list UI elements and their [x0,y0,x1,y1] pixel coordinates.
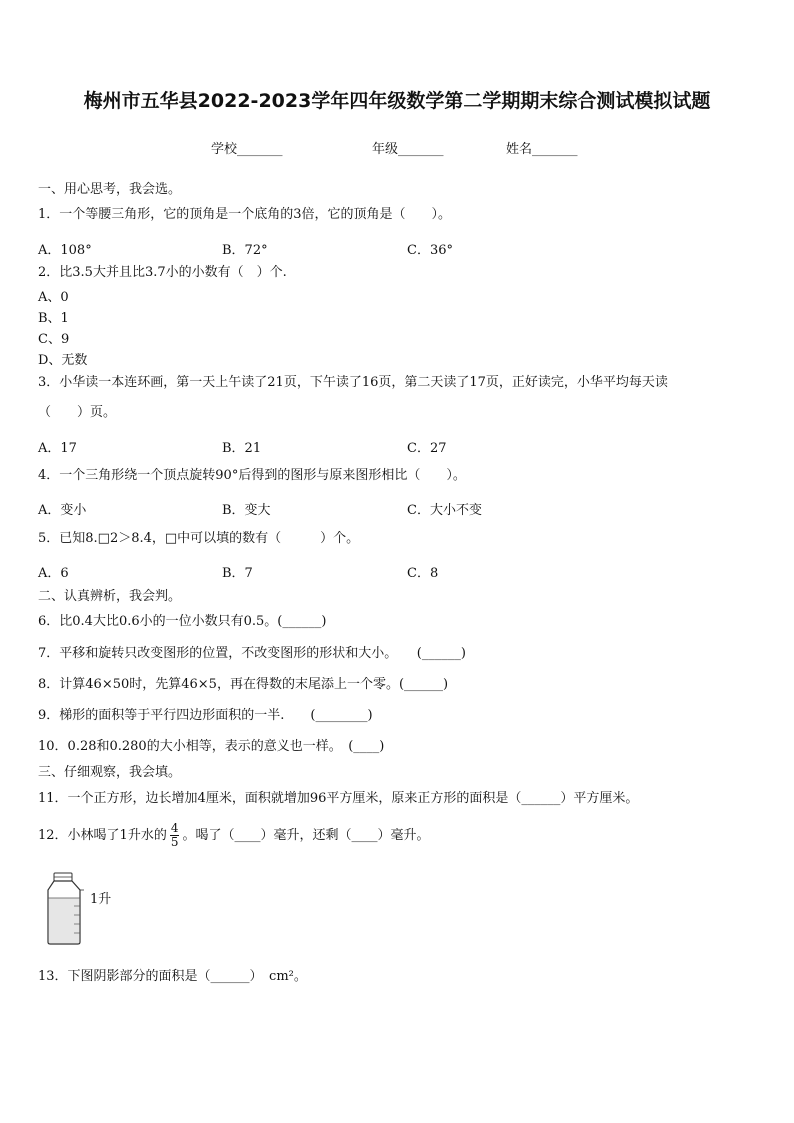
q1-option-b[interactable]: B．72° [222,243,268,258]
question-8: 8．计算46×50时，先算46×5，再在得数的末尾添上一个零。(______) [38,677,449,692]
name-field[interactable]: 姓名_______ [506,142,578,157]
question-11: 11．一个正方形，边长增加4厘米，面积就增加96平方厘米，原来正方形的面积是（______）平方厘米。 [38,791,639,806]
q2-option-c[interactable]: C、9 [38,332,70,347]
q12-text-post: 。喝了（____）毫升，还剩（____）毫升。 [182,828,430,843]
q3-option-c[interactable]: C．27 [407,441,447,456]
fraction-numerator: 4 [170,821,179,835]
question-3-cont: （ ）页。 [38,405,117,420]
q2-option-d[interactable]: D、无数 [38,353,88,368]
q4-option-a[interactable]: A．变小 [38,503,87,518]
fraction-denominator: 5 [170,835,179,849]
school-field[interactable]: 学校_______ [211,142,283,157]
question-12 [38,819,429,853]
grade-field[interactable]: 年级_______ [372,142,444,157]
fraction-four-fifths [170,822,180,849]
question-5: 5．已知8.□2＞8.4，□中可以填的数有（ ）个。 [38,531,360,546]
question-10: 10．0.28和0.280的大小相等，表示的意义也一样。 (____) [38,739,385,754]
question-6: 6．比0.4大比0.6小的一位小数只有0.5。(______) [38,614,327,629]
section-heading-2: 二、认真辨析，我会判。 [38,589,182,604]
question-7: 7．平移和旋转只改变图形的位置，不改变图形的形状和大小。 (______) [38,646,466,661]
question-1: 1．一个等腰三角形，它的顶角是一个底角的3倍，它的顶角是（ ）。 [38,207,452,222]
question-2: 2．比3.5大并且比3.7小的小数有（ ）个. [38,265,287,280]
q5-option-b[interactable]: B．7 [222,566,253,581]
q1-option-a[interactable]: A．108° [38,243,92,258]
question-9: 9．梯形的面积等于平行四边形面积的一半. (________) [38,708,373,723]
q5-option-a[interactable]: A．6 [38,566,69,581]
water-bottle-icon [44,872,84,946]
question-13: 13．下图阴影部分的面积是（______） cm²。 [38,969,307,984]
section-heading-3: 三、仔细观察，我会填。 [38,765,182,780]
q4-option-c[interactable]: C．大小不变 [407,503,482,518]
question-3: 3．小华读一本连环画，第一天上午读了21页，下午读了16页，第二天读了17页，正好读完，小华平均每天读 [38,375,668,390]
q2-option-a[interactable]: A、0 [38,290,69,305]
question-4: 4．一个三角形绕一个顶点旋转90°后得到的图形与原来图形相比（ ）。 [38,468,466,483]
page-title: 梅州市五华县2022-2023学年四年级数学第二学期期末综合测试模拟试题 [83,90,711,112]
q3-option-b[interactable]: B．21 [222,441,262,456]
q1-option-c[interactable]: C．36° [407,243,453,258]
section-heading-1: 一、用心思考，我会选。 [38,182,182,197]
q5-option-c[interactable]: C．8 [407,566,439,581]
bottle-volume-label: 1升 [90,892,112,907]
q12-text-pre: 12．小林喝了1升水的 [38,828,167,843]
q2-option-b[interactable]: B、1 [38,311,69,326]
q4-option-b[interactable]: B．变大 [222,503,271,518]
q3-option-a[interactable]: A．17 [38,441,77,456]
